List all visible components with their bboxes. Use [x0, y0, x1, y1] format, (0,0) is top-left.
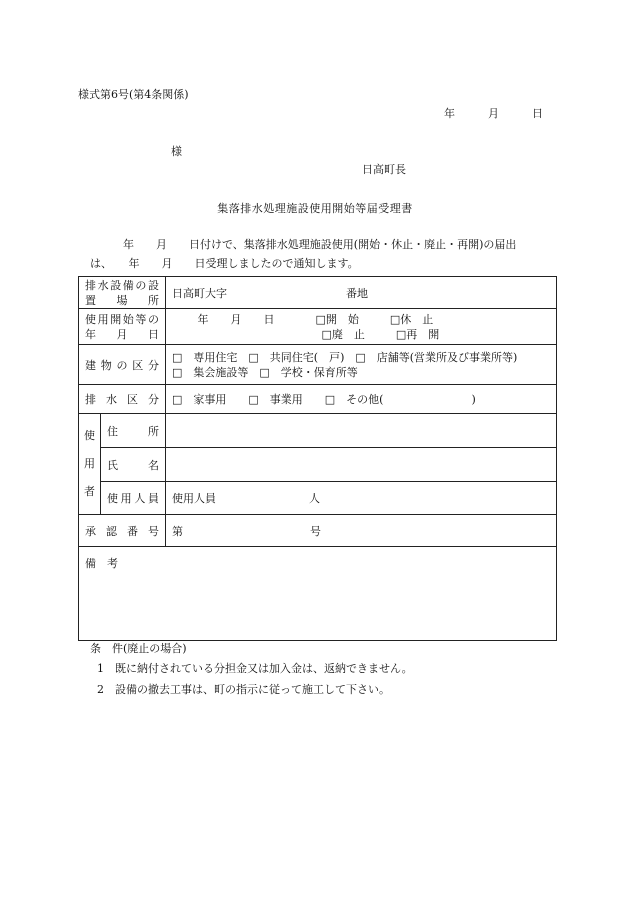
user-count-suffix: 人	[309, 492, 320, 505]
user-count-label: 使用人員	[101, 482, 166, 515]
date-year: 年	[444, 107, 455, 120]
location-label: 排水設備の設 置 場 所	[79, 277, 166, 309]
date-month: 月	[488, 107, 499, 120]
option-start[interactable]: □開 始	[315, 312, 359, 326]
location-prefix: 日高町大字	[172, 286, 227, 300]
user-address-value[interactable]	[166, 414, 557, 448]
building-options[interactable]	[166, 345, 557, 385]
conditions-heading: 条 件(廃止の場合)	[90, 642, 187, 655]
location-suffix: 番地	[346, 286, 368, 300]
notification-form-table	[78, 276, 557, 641]
intro-line-1: 年 月 日付けで、集落排水処理施設使用(開始・休止・廃止・再開)の届出	[123, 238, 517, 251]
option-resume[interactable]: □再 開	[395, 327, 440, 341]
start-date-fields: 年 月 日	[197, 312, 275, 326]
issue-date	[444, 105, 543, 121]
condition-item-1: 1 既に納付されている分担金又は加入金は、返納できません。	[97, 662, 413, 675]
remarks-cell[interactable]	[79, 547, 557, 641]
row-drain	[79, 385, 557, 414]
row-user-address	[79, 414, 557, 448]
building-options-line-1[interactable]: □ 専用住宅 □ 共同住宅( 戸) □ 店舗等(営業所及び事業所等)	[172, 350, 518, 364]
start-date-label: 使用開始等の 年 月 日	[79, 309, 166, 345]
row-user-name	[79, 448, 557, 482]
approval-suffix: 号	[310, 524, 321, 538]
option-abolish[interactable]: □廃 止	[321, 327, 365, 341]
row-user-count	[79, 482, 557, 515]
row-location	[79, 277, 557, 309]
form-number: 様式第6号(第4条関係)	[78, 88, 189, 101]
drain-label: 排水区分	[79, 385, 166, 414]
option-suspend[interactable]: □休 止	[389, 312, 434, 326]
row-start-date	[79, 309, 557, 345]
row-approval	[79, 515, 557, 547]
user-name-value[interactable]	[166, 448, 557, 482]
building-label: 建物の区分	[79, 345, 166, 385]
date-day: 日	[532, 107, 543, 120]
approval-label: 承認番号	[79, 515, 166, 547]
condition-item-2: 2 設備の撤去工事は、町の指示に従って施工して下さい。	[97, 683, 390, 696]
intro-line-2: は、 年 月 日受理しましたので通知します。	[90, 257, 359, 270]
user-name-label: 氏 名	[101, 448, 166, 482]
user-address-label: 住 所	[101, 414, 166, 448]
location-value[interactable]	[166, 277, 557, 309]
user-count-value[interactable]	[166, 482, 557, 515]
start-date-value[interactable]	[166, 309, 557, 345]
issuer: 日高町長	[362, 163, 406, 176]
approval-prefix: 第	[172, 524, 183, 538]
building-options-line-2[interactable]: □ 集会施設等 □ 学校・保育所等	[172, 365, 358, 379]
user-group-label: 使 用 者	[79, 414, 101, 515]
remarks-label: 備 考	[85, 557, 118, 570]
document-title: 集落排水処理施設使用開始等届受理書	[217, 202, 413, 215]
row-building	[79, 345, 557, 385]
user-count-prefix: 使用人員	[172, 492, 216, 505]
addressee-suffix: 様	[171, 145, 182, 158]
drain-options[interactable]: □ 家事用 □ 事業用 □ その他( )	[166, 385, 557, 414]
row-remarks	[79, 547, 557, 641]
approval-value[interactable]	[166, 515, 557, 547]
